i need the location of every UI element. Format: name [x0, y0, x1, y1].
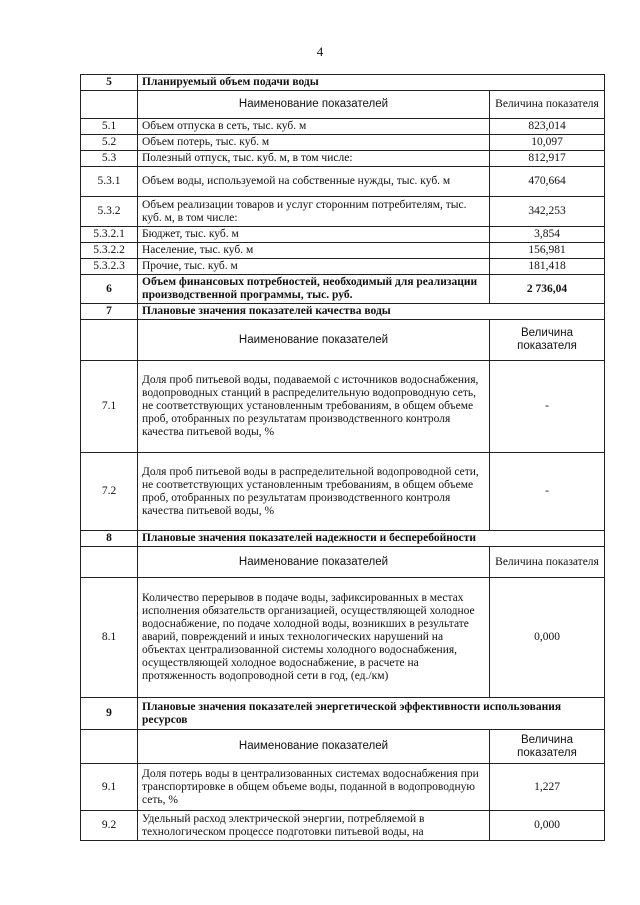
row-name: Прочие, тыс. куб. м: [138, 259, 490, 275]
section-num: 9: [81, 698, 138, 730]
section-9-heading: [81, 698, 605, 730]
financial-needs-value: 2 736,04: [490, 275, 605, 304]
table-row: [81, 578, 605, 698]
table-row: [81, 151, 605, 167]
column-header-name: Наименование показателей: [138, 320, 490, 361]
row-name: Доля потерь воды в централизованных системах водоснабжения при транспортировке в общем объеме воды, поданной в водопроводную сеть, %: [138, 764, 490, 811]
row-num: 9.1: [81, 764, 138, 811]
row-name: Объем потерь, тыс. куб. м: [138, 135, 490, 151]
row-value: 823,014: [490, 119, 605, 135]
table-row: [81, 119, 605, 135]
table-row: [81, 227, 605, 243]
row-value: -: [490, 361, 605, 453]
row-name: Объем реализации товаров и услуг сторонним потребителям, тыс. куб. м, в том числе:: [138, 197, 490, 227]
section-title: Плановые значения показателей энергетической эффективности использования ресурсов: [138, 698, 605, 730]
section-title: Плановые значения показателей надежности и бесперебойности: [138, 531, 605, 547]
row-value: 0,000: [490, 578, 605, 698]
row-value: 156,981: [490, 243, 605, 259]
column-header-row: [81, 320, 605, 361]
section-num: 5: [81, 75, 138, 91]
row-num: 5.3.2.3: [81, 259, 138, 275]
row-num: 5.3.1: [81, 167, 138, 197]
row-name: Полезный отпуск, тыс. куб. м, в том числе:: [138, 151, 490, 167]
table-row: [81, 361, 605, 453]
column-header-row: [81, 730, 605, 764]
section-num: 8: [81, 531, 138, 547]
column-header-row: [81, 91, 605, 119]
page-number: 4: [316, 44, 324, 59]
row-name: Доля проб питьевой воды в распределительной водопроводной сети, не соответствующих установленным требованиям, в общем объеме проб, отобранных по результатам производственного контроля качества питьевой воды, %: [138, 453, 490, 531]
table-row: [81, 197, 605, 227]
row-num: 8.1: [81, 578, 138, 698]
table-row: [81, 811, 605, 841]
row-name: Объем воды, используемой на собственные нужды, тыс. куб. м: [138, 167, 490, 197]
row-name: Доля проб питьевой воды, подаваемой с источников водоснабжения, водопроводных станций в распределительную водопроводную сеть, не соответствующих установленным требованиям, в общем объеме проб, отобранных по результатам производственного контроля качества питьевой воды, %: [138, 361, 490, 453]
row-num: 7.2: [81, 453, 138, 531]
section-6-row: [81, 275, 605, 304]
section-num: 7: [81, 304, 138, 320]
row-value: -: [490, 453, 605, 531]
column-header-row: [81, 547, 605, 578]
column-header-value: Величина показателя: [490, 730, 605, 764]
row-num: 5.1: [81, 119, 138, 135]
section-title: Объем финансовых потребностей, необходимый для реализации производственной программы, тыс. руб.: [138, 275, 490, 304]
row-name: Удельный расход электрической энергии, потребляемой в технологическом процессе подготовки питьевой воды, на: [138, 811, 490, 841]
column-header-name: Наименование показателей: [138, 91, 490, 119]
row-num: 5.3: [81, 151, 138, 167]
row-value: 342,253: [490, 197, 605, 227]
column-header-name: Наименование показателей: [138, 730, 490, 764]
row-name: Бюджет, тыс. куб. м: [138, 227, 490, 243]
row-name: Население, тыс. куб. м: [138, 243, 490, 259]
row-num: 5.3.2.1: [81, 227, 138, 243]
section-8-heading: [81, 531, 605, 547]
row-name: Количество перерывов в подаче воды, зафиксированных в местах исполнения обязательств организацией, осуществляющей холодное водоснабжение, по подаче холодной воды, возникших в результате аварий, повреждений и иных технологических нарушений на объектах централизованной системы холодного водоснабжения, осуществляющей холодное водоснабжение, в расчете на протяженность водопроводной сети в год, (ед./км): [138, 578, 490, 698]
column-header-value: Величина показателя: [490, 91, 605, 119]
row-num: 7.1: [81, 361, 138, 453]
row-value: 812,917: [490, 151, 605, 167]
table-row: [81, 167, 605, 197]
row-num: 5.3.2.2: [81, 243, 138, 259]
section-7-heading: [81, 304, 605, 320]
section-title: Плановые значения показателей качества воды: [138, 304, 605, 320]
indicators-table: [80, 74, 605, 841]
column-header-name: Наименование показателей: [138, 547, 490, 578]
row-num: 5.3.2: [81, 197, 138, 227]
column-header-value: Величина показателя: [490, 547, 605, 578]
row-value: 181,418: [490, 259, 605, 275]
table-row: [81, 453, 605, 531]
section-5-heading: [81, 75, 605, 91]
row-value: 470,664: [490, 167, 605, 197]
table-row: [81, 259, 605, 275]
row-value: 1,227: [490, 764, 605, 811]
table-row: [81, 764, 605, 811]
row-num: 9.2: [81, 811, 138, 841]
column-header-value: Величина показателя: [490, 320, 605, 361]
row-value: 10,097: [490, 135, 605, 151]
row-num: 5.2: [81, 135, 138, 151]
section-num: 6: [81, 275, 138, 304]
row-name: Объем отпуска в сеть, тыс. куб. м: [138, 119, 490, 135]
row-value: 0,000: [490, 811, 605, 841]
table-row: [81, 135, 605, 151]
table-row: [81, 243, 605, 259]
section-title: Планируемый объем подачи воды: [138, 75, 605, 91]
row-value: 3,854: [490, 227, 605, 243]
